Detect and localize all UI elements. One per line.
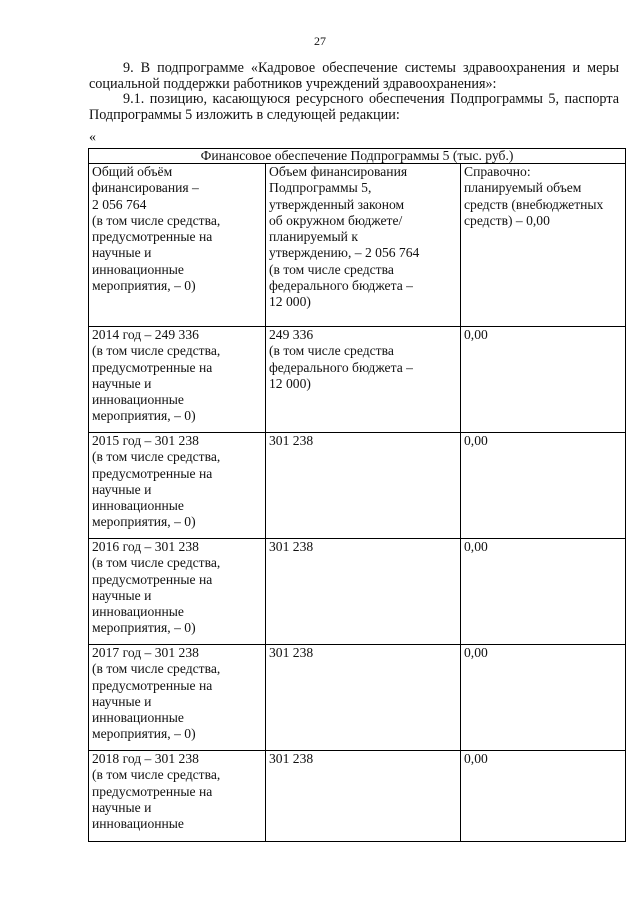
cell-text-line: мероприятия, – 0) [92,514,196,530]
table-row-year [89,645,626,751]
cell-text-line: 0,00 [464,433,488,448]
cell-text-line: инновационные [92,710,184,726]
cell-text-line: (в том числе средства, [92,767,221,783]
opening-quote-mark: « [89,130,96,145]
table-header: Финансовое обеспечение Подпрограммы 5 (тыс. руб.) [89,149,626,164]
cell-text-line: мероприятия, – 0) [92,620,196,636]
table-row-year [89,327,626,433]
cell-text-line: 301 238 [269,645,314,660]
year-extrabudget-cell [461,433,626,539]
cell-text-line: предусмотренные на [92,229,213,245]
cell-text-line: планируемый к [269,229,358,245]
cell-text-line: научные и [92,587,152,603]
cell-text-line: 0,00 [464,327,488,342]
year-volume-cell [266,751,461,842]
cell-text-line: предусмотренные на [92,571,213,587]
page-number: 27 [314,34,326,48]
cell-text-line: 2016 год – 301 238 [92,539,199,554]
financing-table [88,148,626,842]
cell-text-line: 301 238 [269,433,314,448]
cell-text-line: 2014 год – 249 336 [92,327,199,342]
cell-text-line: 0,00 [464,539,488,554]
cell-text-line: (в том числе средства, [92,212,221,228]
cell-text-line: утвержденный законом [269,196,405,212]
cell-text-line: предусмотренные на [92,677,213,693]
cell-text-line: средств) – 0,00 [464,212,550,228]
cell-text-line: инновационные [92,816,184,832]
intro-text [89,61,619,123]
cell-text-line: 301 238 [269,751,314,766]
cell-text-line: предусмотренные на [92,465,213,481]
year-total-cell [89,433,266,539]
cell-text-line: Справочно: [464,164,531,179]
cell-text-line: Подпрограммы 5, [269,180,372,196]
cell-text-line: 2015 год – 301 238 [92,433,199,448]
year-extrabudget-cell [461,645,626,751]
cell-text-line: 0,00 [464,645,488,660]
extrabudget-reference-cell [461,164,626,327]
cell-text-line: 12 000) [269,375,311,391]
cell-text-line: (в том числе средства [269,343,394,359]
cell-text-line: Объем финансирования [269,164,408,179]
year-extrabudget-cell [461,751,626,842]
cell-text-line: инновационные [92,261,184,277]
total-financing-cell [89,164,266,327]
cell-text-line: 12 000) [269,294,311,310]
cell-text-line: научные и [92,693,152,709]
cell-text-line: средств (внебюджетных [464,196,604,212]
year-total-cell [89,751,266,842]
cell-text-line: инновационные [92,392,184,408]
cell-text-line: 249 336 [269,327,314,342]
cell-text-line: 0,00 [464,751,488,766]
cell-text-line: 2018 год – 301 238 [92,751,199,766]
year-extrabudget-cell [461,327,626,433]
table-header-row [89,149,626,164]
cell-text-line: инновационные [92,498,184,514]
cell-text-line: научные и [92,375,152,391]
cell-text-line: федерального бюджета – [269,278,413,294]
cell-text-line: мероприятия, – 0) [92,726,196,742]
cell-text-line: 2 056 764 [92,196,147,212]
year-volume-cell [266,539,461,645]
subprogram-volume-cell [266,164,461,327]
cell-text-line: (в том числе средства [269,261,394,277]
intro-paragraph-1: 9. В подпрограмме «Кадровое обеспечение системы здравоохранения и меры социальной поддержки работников учреждений здравоохранения»: [89,60,619,92]
intro-paragraph-2: 9.1. позицию, касающуюся ресурсного обеспечения Подпрограммы 5, паспорта Подпрограммы 5 изложить в следующей редакции: [89,91,619,123]
cell-text-line: научные и [92,481,152,497]
year-volume-cell [266,433,461,539]
cell-text-line: (в том числе средства, [92,661,221,677]
cell-text-line: планируемый объем [464,180,582,196]
cell-text-line: об окружном бюджете/ [269,212,403,228]
cell-text-line: утверждению, – 2 056 764 [269,245,420,261]
cell-text-line: мероприятия, – 0) [92,278,196,294]
year-volume-cell [266,327,461,433]
year-volume-cell [266,645,461,751]
cell-text-line: предусмотренные на [92,783,213,799]
cell-text-line: федерального бюджета – [269,359,413,375]
cell-text-line: научные и [92,245,152,261]
cell-text-line: Общий объём [92,164,173,179]
cell-text-line: (в том числе средства, [92,343,221,359]
year-extrabudget-cell [461,539,626,645]
cell-text-line: научные и [92,799,152,815]
year-total-cell [89,645,266,751]
table-row-year [89,539,626,645]
cell-text-line: (в том числе средства, [92,449,221,465]
year-total-cell [89,539,266,645]
cell-text-line: предусмотренные на [92,359,213,375]
cell-text-line: инновационные [92,604,184,620]
cell-text-line: 301 238 [269,539,314,554]
cell-text-line: финансирования – [92,180,199,196]
cell-text-line: 2017 год – 301 238 [92,645,199,660]
table-row-year [89,751,626,842]
cell-text-line: (в том числе средства, [92,555,221,571]
table-row-total [89,164,626,327]
year-total-cell [89,327,266,433]
table-row-year [89,433,626,539]
cell-text-line: мероприятия, – 0) [92,408,196,424]
